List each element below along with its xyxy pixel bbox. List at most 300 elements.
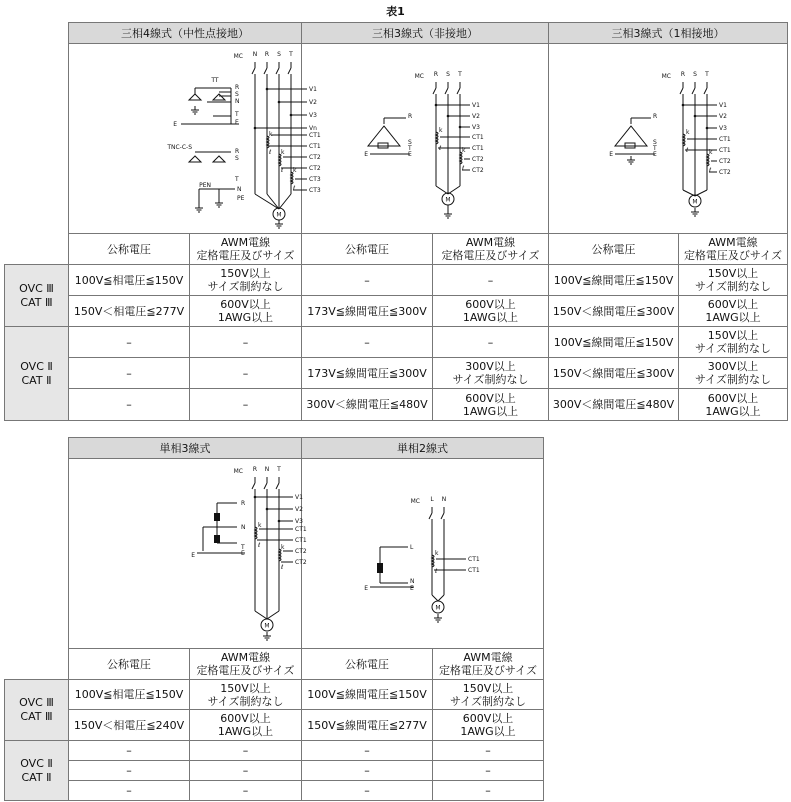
diagram-label: V1 [309,86,317,93]
diagram-wire [252,68,255,74]
diagram-wire [264,68,267,74]
transformer-icon [189,156,201,162]
diagram-wire [255,611,267,619]
nominal-voltage-cell [69,296,190,327]
diagram-label: N [237,186,242,193]
diagram-label: CT1 [719,136,731,143]
diagram-wire [255,194,279,209]
cell-text: 100V≦線間電圧≦150V [553,273,674,287]
diagram-label: ℓ [709,167,712,174]
diagram-label: k [686,129,690,136]
nominal-voltage-cell [302,358,433,389]
awm-wire-cell [679,296,788,327]
header-3p3w-ungrounded: 三相3線式（非接地） [302,23,549,44]
nominal-voltage-cell [549,358,679,389]
diagram-wire [433,88,436,94]
col-header-awm-wire [433,234,549,265]
header-1p3w: 単相3線式 [69,438,302,459]
diagram-wire [267,194,279,209]
cell-text: 1AWG以上 [462,404,519,418]
awm-wire-cell [433,781,544,801]
diagram-label: CT2 [295,548,307,555]
row-group-ovc2-cat2 [5,327,69,421]
awm-wire-cell [433,358,549,389]
diagram-label: R [433,71,439,78]
diagram-label: CT2 [719,169,731,176]
cell-text: 173V≦線間電圧≦300V [307,304,427,318]
cell-text: 150V以上 [707,267,759,280]
diagram-label: V1 [295,494,303,501]
awm-wire-cell [190,296,302,327]
diagram-label: N [441,496,447,503]
nominal-voltage-cell [69,265,190,296]
awm-wire-cell [433,327,549,358]
cell-text: 600V以上 [220,298,271,311]
wiring-diagram-3p4w [69,44,321,234]
diagram-wire [429,513,432,519]
row-group-ovc3-cat3 [5,265,69,327]
cell-text: – [364,273,370,287]
awm-wire-cell [679,389,788,421]
nominal-voltage-cell [302,741,433,761]
diagram-label: M [692,198,698,206]
diagram-label: CT1 [295,537,307,544]
diagram-label: E [241,550,245,557]
col-header-nominal-voltage: 公称電圧 [69,649,190,680]
diagram-label: R [653,113,658,120]
cell-text: – [487,335,494,349]
cell-text: 1AWG以上 [705,311,761,324]
diagram-label: R [235,84,240,91]
cell-text: 600V以上 [220,712,271,725]
cell-text: サイズ制約なし [449,694,527,708]
cell-text: 100V≦相電圧≦150V [74,688,184,701]
table-row [5,680,544,710]
cell-text: 100V≦線間電圧≦150V [553,335,674,349]
diagram-label: E [609,151,613,158]
diagram-wire [441,513,444,519]
table-row [5,741,544,761]
awm-wire-cell [679,265,788,296]
table-row [5,327,788,358]
diagram-label: S [653,139,657,146]
col-header-awm-wire [190,649,302,680]
diagram-label: ℓ [293,185,296,192]
col-header-nominal-voltage: 公称電圧 [302,649,433,680]
diagram-label: MC [410,498,420,505]
cell-text: 600V以上 [462,712,514,725]
nominal-voltage-cell [69,781,190,801]
cell-text: サイズ制約なし [207,694,284,708]
col-header-nominal-voltage: 公称電圧 [69,234,190,265]
diagram-label: E [653,151,657,158]
awm-wire-cell [190,358,302,389]
wiring-diagram-3p3w-ungrounded [302,44,549,234]
diagram-label: ℓ [269,149,272,156]
diagram-label: V2 [472,113,480,120]
diagram-label: TNC-C-S [167,144,192,151]
diagram-label: M [435,604,441,612]
diagram-label: E [173,121,177,128]
diagram-label: k [435,550,439,557]
junction-dot [459,126,462,129]
voltage-table-single-phase [4,437,544,801]
diagram-label: k [439,127,443,134]
diagram-label: T [653,145,657,152]
diagram-label: ℓ [439,145,442,152]
nominal-voltage-cell [69,389,190,421]
diagram-label: V2 [295,506,303,513]
col-header-awm-line1: AWM電線 [220,236,271,249]
winding-icon [214,535,220,543]
diagram-label: k [462,147,466,154]
diagram-wire [276,483,279,489]
diagram-label: S [446,71,450,78]
junction-dot [682,104,685,107]
nominal-voltage-cell [549,265,679,296]
col-header-awm-line1: AWM電線 [465,236,516,249]
awm-wire-cell [433,265,549,296]
junction-dot [254,127,257,130]
diagram-label: V1 [719,102,727,109]
diagram-label: ℓ [686,147,689,154]
nominal-voltage-cell [302,680,433,710]
diagram-wire [438,595,444,601]
header-1p2w: 単相2線式 [302,438,544,459]
nominal-voltage-cell [302,296,433,327]
nominal-voltage-cell [302,710,433,741]
diagram-label: N [264,466,270,473]
diagram-label: V1 [472,102,480,109]
cell-text: – [126,784,132,797]
cell-text: 150V＜相電圧≦240V [73,718,185,732]
diagram-label: PE [237,195,245,202]
cell-text: – [242,764,249,777]
diagram-label: CT1 [295,526,307,533]
diagram-label: CT2 [472,167,484,174]
cell-text: サイズ制約なし [694,342,772,355]
col-header-awm-line1: AWM電線 [220,651,271,664]
nominal-voltage-cell [69,741,190,761]
awm-wire-cell [433,296,549,327]
awm-wire-cell [190,741,302,761]
row-group-label: CAT Ⅲ [20,710,53,723]
diagram-label: S [408,139,412,146]
diagram-label: R [235,148,240,155]
diagram-label: R [252,466,258,473]
diagram-wire [276,68,279,74]
winding-icon [214,513,220,521]
diagram-wire [445,88,448,94]
diagram-label: ℓ [258,542,261,549]
diagram-label: T [408,145,412,152]
voltage-table-three-phase [4,22,788,421]
cell-text: – [242,335,249,349]
diagram-label: E [410,585,414,592]
cell-text: サイズ制約なし [694,280,772,293]
cell-text: 150V以上 [707,329,759,342]
col-header-awm-line2: 定格電圧及びサイズ [196,664,295,677]
table-row [5,761,544,781]
diagram-wire [279,194,291,209]
cell-text: サイズ制約なし [694,373,772,386]
awm-wire-cell [433,389,549,421]
diagram-label: E [364,585,368,592]
diagram-wire [267,611,279,619]
nominal-voltage-cell [302,781,433,801]
junction-dot [278,101,281,104]
junction-dot [694,115,697,118]
diagram-label: PEN [199,182,211,189]
diagram-label: k [258,522,262,529]
col-header-awm-wire [433,649,544,680]
row-group-label: CAT Ⅲ [20,295,53,309]
row-group-label: OVC Ⅲ [19,696,54,709]
cell-text: – [126,335,132,349]
header-3p4w: 三相4線式（中性点接地） [69,23,302,44]
diagram-label: TT [211,77,219,84]
diagram-label: ℓ [462,165,465,172]
diagram-wire [432,595,438,601]
diagram-label: k [281,149,285,156]
diagram-wire [704,88,707,94]
nominal-voltage-cell [302,761,433,781]
cell-text: 600V以上 [707,298,759,311]
diagram-label: S [693,71,697,78]
diagram-label: E [408,151,412,158]
awm-wire-cell [433,761,544,781]
diagram-label: T [241,544,245,551]
cell-text: 150V以上 [462,681,514,695]
wiring-diagram-1p2w [302,459,544,649]
awm-wire-cell [190,680,302,710]
cell-text: 150V≦線間電圧≦277V [307,718,427,732]
awm-wire-cell [679,358,788,389]
junction-dot [266,88,269,91]
diagram-label: MC [233,468,243,475]
nominal-voltage-cell [549,389,679,421]
diagram-label: N [241,524,246,531]
awm-wire-cell [433,741,544,761]
diagram-label: CT1 [468,567,480,574]
diagram-label: CT2 [309,165,321,172]
diagram-label: S [277,51,281,58]
nominal-voltage-cell [549,327,679,358]
awm-wire-cell [433,680,544,710]
diagram-label: CT1 [719,147,731,154]
col-header-nominal-voltage: 公称電圧 [549,234,679,265]
nominal-voltage-cell [549,296,679,327]
diagram-label: N [410,578,415,585]
cell-text: 1AWG以上 [460,725,516,738]
diagram-label: L [410,544,414,551]
col-header-nominal-voltage: 公称電圧 [302,234,433,265]
diagram-wire [457,88,460,94]
junction-dot [290,114,293,117]
cell-text: 600V以上 [707,391,759,405]
diagram-label: T [235,111,239,118]
awm-wire-cell [190,389,302,421]
source-icon [377,563,383,573]
diagram-label: CT2 [719,158,731,165]
cell-text: – [485,764,491,777]
diagram-label: k [269,131,273,138]
diagram-label: T [705,71,709,78]
table-row [5,265,788,296]
row-group-label: OVC Ⅲ [19,281,54,295]
awm-wire-cell [190,781,302,801]
col-header-awm-line2: 定格電圧及びサイズ [683,249,783,262]
junction-dot [447,115,450,118]
table-row [5,358,788,389]
cell-text: – [364,784,370,797]
diagram-wire [264,483,267,489]
nominal-voltage-cell [302,389,433,421]
diagram-label: ℓ [281,167,284,174]
cell-text: – [242,398,249,411]
junction-dot [706,127,709,130]
diagram-label: S [235,91,239,98]
row-group-ovc2-cat2 [5,741,69,801]
nominal-voltage-cell [302,265,433,296]
cell-text: – [487,273,494,287]
cell-text: サイズ制約なし [452,373,529,386]
cell-text: 150V＜線間電圧≦300V [552,304,675,318]
cell-text: – [364,744,370,757]
row-group-label: OVC Ⅱ [20,756,53,770]
diagram-label: k [709,149,713,156]
cell-text: – [364,764,370,777]
junction-dot [254,496,257,499]
diagram-label: ℓ [435,568,438,575]
cell-text: サイズ制約なし [207,280,284,293]
diagram-label: CT2 [309,154,321,161]
diagram-label: V2 [309,99,317,106]
cell-text: – [126,764,132,777]
cell-text: – [485,744,491,757]
diagram-label: V3 [472,124,480,131]
junction-dot [266,508,269,511]
col-header-awm-wire [190,234,302,265]
diagram-label: S [235,155,239,162]
diagram-wire [692,88,695,94]
col-header-awm-line2: 定格電圧及びサイズ [441,249,540,262]
diagram-label: T [277,466,281,473]
cell-text: 150V以上 [220,681,271,695]
diagram-label: L [430,496,434,503]
row-group-label: CAT Ⅱ [21,373,52,387]
transformer-icon [213,94,225,100]
diagram-label: V3 [309,112,317,119]
cell-text: 150V＜線間電圧≦300V [552,366,675,380]
diagram-label: k [293,167,297,174]
awm-wire-cell [679,327,788,358]
junction-dot [435,104,438,107]
cell-text: 150V＜相電圧≦277V [73,304,185,318]
diagram-label: N [252,51,258,58]
header-3p3w-grounded: 三相3線式（1相接地） [549,23,788,44]
cell-text: 150V以上 [220,267,271,280]
cell-text: – [242,366,249,380]
col-header-awm-line1: AWM電線 [708,236,758,249]
nominal-voltage-cell [69,710,190,741]
awm-wire-cell [190,327,302,358]
diagram-wire [288,68,291,74]
diagram-label: N [235,98,240,105]
nominal-voltage-cell [69,680,190,710]
cell-text: 300V＜線間電圧≦480V [552,398,675,411]
cell-text: – [126,398,132,411]
diagram-label: CT2 [295,559,307,566]
diagram-label: CT2 [472,156,484,163]
diagram-label: V3 [295,518,303,525]
transformer-icon [189,94,201,100]
cell-text: 300V＜線間電圧≦480V [306,398,428,411]
diagram-label: Vn [309,125,317,132]
diagram-label: M [276,211,282,219]
diagram-label: CT1 [309,143,321,150]
diagram-label: CT1 [472,145,484,152]
table-row [5,389,788,421]
diagram-label: MC [414,73,424,80]
diagram-label: ℓ [281,564,284,571]
diagram-wire [252,483,255,489]
table-row [5,781,544,801]
awm-wire-cell [190,710,302,741]
table-title: 表1 [386,5,405,18]
diagram-label: E [364,151,368,158]
table-row [5,710,544,741]
cell-text: – [242,744,249,757]
cell-text: – [126,744,132,757]
cell-text: 100V≦線間電圧≦150V [307,688,427,701]
col-header-awm-line2: 定格電圧及びサイズ [438,664,538,677]
diagram-label: V3 [719,125,727,132]
cell-text: 100V≦相電圧≦150V [74,273,184,287]
row-group-ovc3-cat3 [5,680,69,741]
awm-wire-cell [190,265,302,296]
nominal-voltage-cell [69,358,190,389]
diagram-label: T [235,176,239,183]
cell-text: 300V以上 [707,360,759,373]
cell-text: – [485,784,491,797]
nominal-voltage-cell [69,761,190,781]
cell-text: 1AWG以上 [217,311,274,324]
cell-text: – [364,335,370,349]
row-group-label: OVC Ⅱ [20,359,53,373]
cell-text: 1AWG以上 [217,725,274,738]
diagram-wire [680,88,683,94]
diagram-label: R [680,71,686,78]
row-group-label: CAT Ⅱ [21,770,52,784]
diagram-label: MC [233,53,243,60]
cell-text: 600V以上 [465,391,516,405]
wiring-diagram-3p3w-grounded [549,44,788,234]
cell-text: 600V以上 [465,298,516,311]
awm-wire-cell [190,761,302,781]
diagram-label: T [458,71,462,78]
col-header-awm-line2: 定格電圧及びサイズ [196,249,295,262]
diagram-label: CT1 [472,134,484,141]
awm-wire-cell [433,710,544,741]
diagram-label: k [281,544,285,551]
diagram-label: T [289,51,293,58]
diagram-label: M [264,622,270,630]
transformer-icon [213,156,225,162]
diagram-label: M [445,196,451,204]
cell-text: 300V以上 [465,360,516,373]
nominal-voltage-cell [69,327,190,358]
